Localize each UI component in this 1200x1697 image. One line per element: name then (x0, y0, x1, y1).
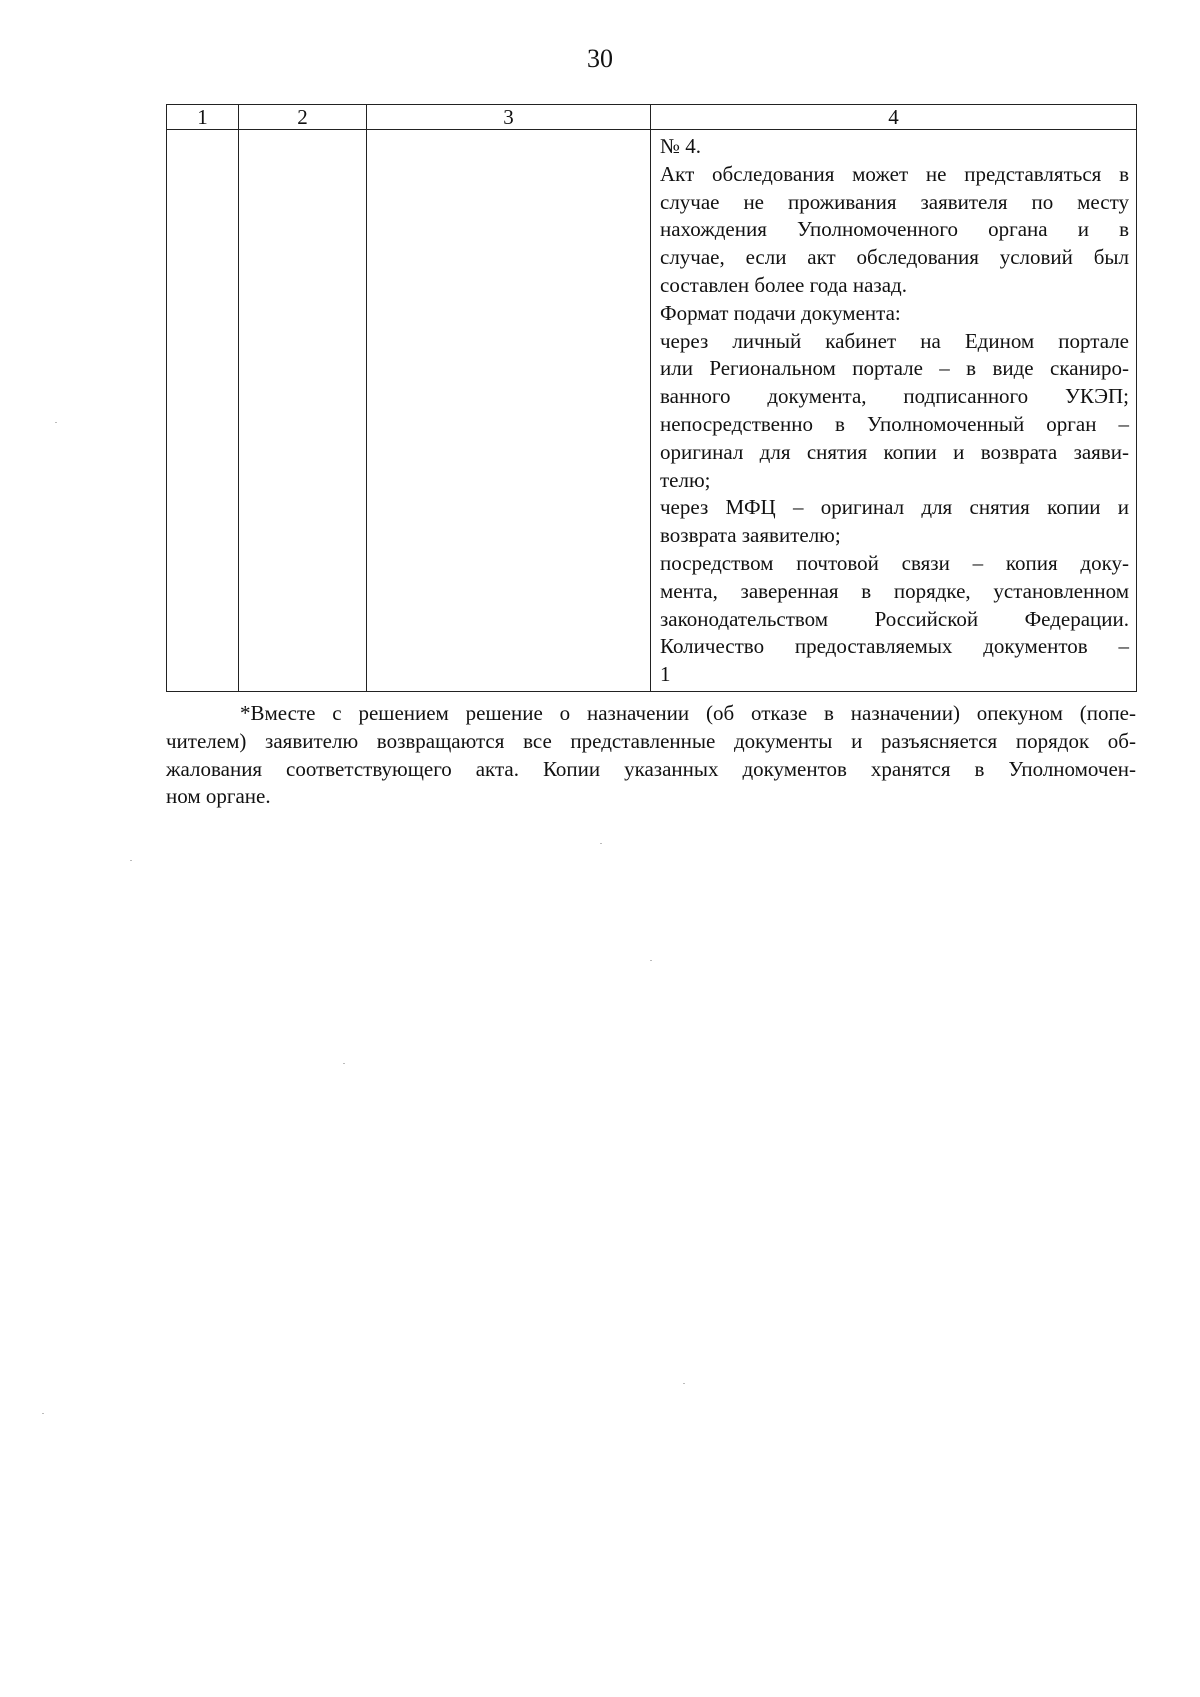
footnote-line: *Вместе с решением решение о назначении (об отказе в назначении) опекуном (попе- (240, 701, 1136, 725)
text-line: случае не проживания заявителя по месту (660, 189, 1129, 214)
text-line: Количество предоставляемых документов – (660, 634, 1129, 659)
text-line: Акт обследования может не представляться в (660, 161, 1129, 186)
table-header-row (167, 105, 1137, 130)
text-line: через МФЦ – оригинал для снятия копии и (660, 495, 1129, 520)
text-line: посредством почтовой связи – копия доку- (660, 550, 1129, 575)
table-cell-col4 (651, 130, 1137, 692)
scan-speck (343, 1063, 345, 1064)
text-line: непосредственно в Уполномоченный орган – (660, 411, 1129, 436)
page-number: 30 (587, 44, 613, 73)
text-line: составлен более года назад. (660, 272, 907, 297)
table-cell-col2 (239, 130, 367, 692)
scan-speck (683, 1383, 685, 1384)
scan-speck (130, 860, 132, 861)
column-header-1: 1 (167, 105, 239, 130)
table-cell-col3 (367, 130, 651, 692)
column-header-2: 2 (239, 105, 367, 130)
scan-speck (42, 1413, 44, 1414)
text-line: Формат подачи документа: (660, 300, 901, 325)
footnote-line: ном органе. (166, 784, 271, 809)
column-header-3: 3 (367, 105, 651, 130)
text-line: законодательством Российской Федерации. (660, 606, 1129, 631)
text-line: мента, заверенная в порядке, установленном (660, 578, 1129, 603)
scan-speck (650, 960, 652, 961)
scan-speck (55, 422, 57, 423)
document-description (651, 130, 1136, 689)
text-line: нахождения Уполномоченного органа и в (660, 217, 1129, 242)
text-line: 1 (660, 662, 671, 687)
text-line: № 4. (660, 134, 702, 158)
text-line: случае, если акт обследования условий был (660, 245, 1129, 270)
footnote-line: жалования соответствующего акта. Копии указанных документов хранятся в Уполномочен- (166, 756, 1136, 781)
text-line: или Региональном портале – в виде сканиро- (660, 356, 1129, 381)
text-line: оригинал для снятия копии и возврата заяви- (660, 439, 1129, 464)
scan-speck (600, 843, 602, 844)
table-cell-col1 (167, 130, 239, 692)
document-table (166, 104, 1137, 692)
text-line: телю; (660, 467, 711, 492)
table-row (167, 130, 1137, 692)
text-line: через личный кабинет на Едином портале (660, 328, 1129, 353)
column-header-4: 4 (651, 105, 1137, 130)
footnote-paragraph (166, 700, 1136, 811)
text-line: возврата заявителю; (660, 523, 841, 548)
text-line: ванного документа, подписанного УКЭП; (660, 384, 1129, 409)
footnote-line: чителем) заявителю возвращаются все представленные документы и разъясняется порядок об- (166, 728, 1136, 753)
